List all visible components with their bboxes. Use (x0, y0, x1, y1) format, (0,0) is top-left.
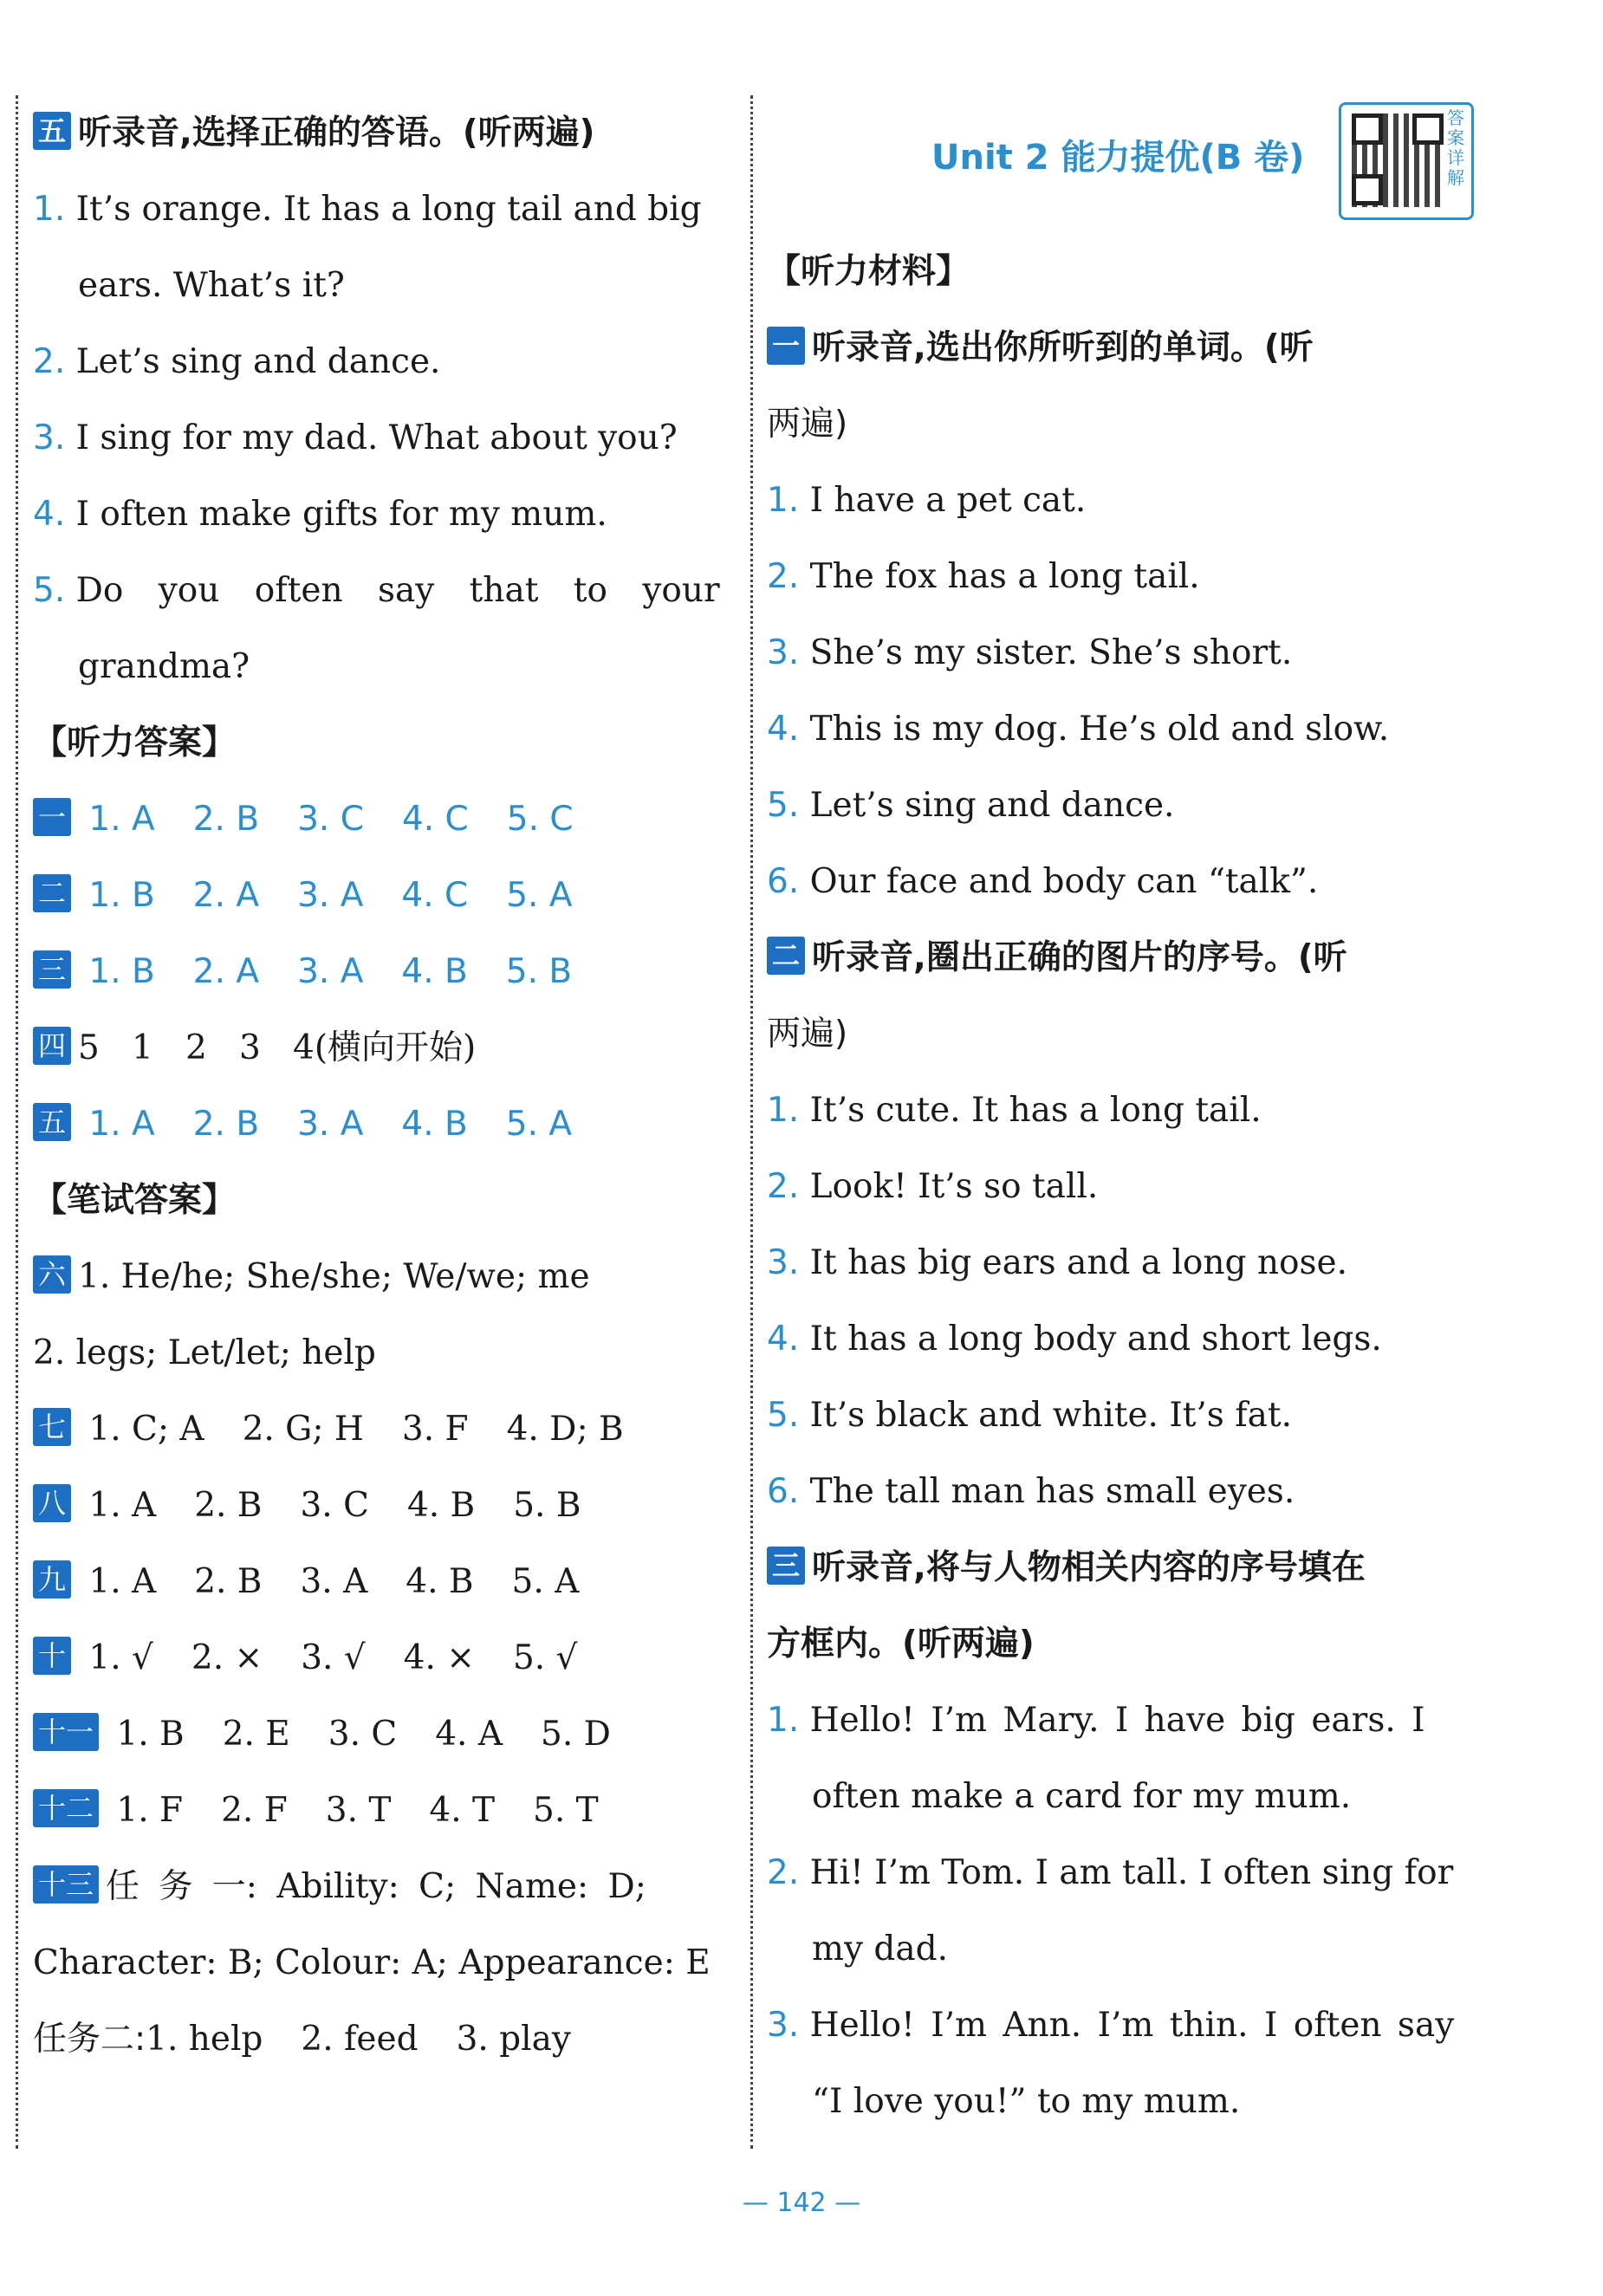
answer-row (33, 1086, 743, 1163)
section-badge: 二 (33, 874, 71, 912)
item-number: 5. (33, 571, 66, 610)
qr-label: 答案详解 (1447, 107, 1464, 188)
section-badge: 一 (33, 798, 71, 836)
list-item (767, 1149, 1477, 1225)
list-item (767, 1454, 1477, 1530)
section-title: 听录音,将与人物相关内容的序号填在 (812, 1548, 1366, 1587)
item-number: 4. (767, 710, 800, 749)
answer: 4. × (403, 1638, 475, 1677)
written-answers-heading: 【笔试答案】 (33, 1181, 237, 1220)
answer-row (33, 782, 743, 858)
item-number: 3. (33, 418, 66, 457)
answer-row (33, 1010, 743, 1086)
list-item (767, 1225, 1477, 1301)
answer-row (33, 1925, 743, 2001)
item-number: 5. (767, 786, 800, 825)
answer: 3. play (456, 2020, 571, 2059)
answer: 5. A (511, 1562, 580, 1601)
answer: 5. B (505, 952, 573, 991)
answer-row (33, 1391, 743, 1468)
section-badge: 五 (33, 112, 71, 150)
item-text: Hello! I’m Ann. I’m thin. I often say (809, 2006, 1455, 2045)
answer-row (33, 1773, 743, 1849)
item-text: my dad. (812, 1930, 948, 1968)
answer-row (33, 858, 743, 934)
answer-row (33, 1239, 743, 1315)
answer-row (33, 1849, 743, 1925)
answer: 4. B (406, 1486, 476, 1525)
answer: 3. A (300, 1562, 368, 1601)
task-label: 任务二: (33, 2020, 146, 2059)
qr-code-icon[interactable] (1339, 102, 1474, 220)
item-text: It has big ears and a long nose. (809, 1243, 1347, 1282)
answer: 4. C (401, 800, 469, 839)
list-item (767, 1911, 1477, 1988)
list-item (33, 477, 743, 553)
section-title-continued: 两遍) (767, 405, 848, 444)
answer-row (33, 1315, 743, 1391)
answer: 任 务 一: Ability: C; Name: D; (106, 1867, 646, 1906)
answer: 5. √ (512, 1638, 578, 1677)
section-3-heading (767, 1530, 1477, 1606)
answer: 1. help (146, 2020, 263, 2059)
answer: 2. E (222, 1715, 290, 1754)
answer: 1. F (116, 1791, 184, 1830)
answer: 1. A (88, 800, 155, 839)
section-1-heading (767, 310, 1477, 386)
item-text: ears. What’s it? (78, 266, 345, 305)
list-item (33, 172, 743, 248)
answer: 2. × (191, 1638, 263, 1677)
item-number: 4. (767, 1320, 800, 1359)
answer: 5 1 2 3 4(横向开始) (78, 1028, 477, 1067)
section-badge: 九 (33, 1560, 71, 1599)
item-text: Let’s sing and dance. (809, 786, 1175, 825)
item-number: 6. (767, 862, 800, 901)
item-text: I often make gifts for my mum. (75, 495, 607, 534)
qr-corner (1352, 114, 1383, 145)
answer: 3. √ (301, 1638, 366, 1677)
list-item (767, 2064, 1477, 2140)
answer: 3. C (300, 1486, 369, 1525)
item-text: This is my dog. He’s old and slow. (809, 710, 1390, 749)
answer-row (33, 2001, 743, 2078)
section-badge: 六 (33, 1255, 71, 1294)
answer: 2. B (194, 1486, 263, 1525)
section-badge: 四 (33, 1027, 71, 1065)
item-text: She’s my sister. She’s short. (809, 633, 1293, 672)
listening-answers-heading: 【听力答案】 (33, 723, 237, 762)
section-badge: 一 (767, 327, 805, 365)
answer: 4. B (401, 952, 468, 991)
answer: 3. F (401, 1410, 469, 1449)
item-number: 3. (767, 2006, 800, 2045)
answer: 5. B (513, 1486, 581, 1525)
answer: 1. √ (88, 1638, 153, 1677)
answer: 4. B (401, 1105, 468, 1144)
item-number: 1. (767, 1091, 800, 1130)
answer: 3. T (325, 1791, 392, 1830)
list-item (767, 1988, 1477, 2064)
answer: 5. C (506, 800, 574, 839)
item-number: 6. (767, 1472, 800, 1511)
item-text: Hi! I’m Tom. I am tall. I often sing for (809, 1853, 1454, 1892)
item-number: 2. (33, 342, 66, 381)
list-item (767, 1301, 1477, 1378)
answer-row (33, 934, 743, 1010)
section-title-continued: 方框内。(听两遍) (767, 1625, 1035, 1664)
answer: 3. C (328, 1715, 398, 1754)
answer-row (33, 1544, 743, 1620)
item-number: 2. (767, 557, 800, 596)
item-number: 2. (767, 1167, 800, 1206)
item-text: Our face and body can “talk”. (809, 862, 1319, 901)
answer: 1. He/he; She/she; We/we; me (78, 1257, 590, 1296)
answer: 3. A (297, 952, 364, 991)
answer: 5. T (533, 1791, 599, 1830)
section-badge: 二 (767, 937, 805, 975)
section-title: 听录音,圈出正确的图片的序号。(听 (812, 938, 1347, 977)
answer: 1. A (88, 1562, 157, 1601)
list-item (33, 553, 743, 629)
qr-corner (1352, 174, 1383, 205)
answer: 4. C (401, 876, 469, 915)
answer: 1. A (88, 1105, 155, 1144)
answer: 2. feed (301, 2020, 419, 2059)
list-item (33, 400, 743, 477)
answer: 5. A (506, 876, 573, 915)
list-item (767, 539, 1477, 615)
item-text: “I love you!” to my mum. (812, 2082, 1241, 2121)
list-item (767, 615, 1477, 691)
list-item (33, 248, 743, 324)
item-text: It’s cute. It has a long tail. (809, 1091, 1262, 1130)
section-2-heading (767, 920, 1477, 996)
item-number: 1. (767, 1701, 800, 1740)
section-badge: 十三 (33, 1865, 99, 1904)
list-item (767, 1683, 1477, 1759)
item-text: I have a pet cat. (809, 481, 1087, 520)
answer: 4. D; B (506, 1410, 624, 1449)
answer: 3. C (297, 800, 364, 839)
answer-row (33, 1468, 743, 1544)
page-number: — 142 — (742, 2188, 861, 2218)
section-badge: 三 (33, 950, 71, 989)
list-item (767, 844, 1477, 920)
answer: 2. A (192, 876, 260, 915)
item-number: 3. (767, 1243, 800, 1282)
list-item (767, 1835, 1477, 1911)
answer: 3. A (297, 1105, 364, 1144)
item-text: Let’s sing and dance. (75, 342, 441, 381)
column-divider (750, 95, 753, 2149)
answer: 2. B (194, 1562, 263, 1601)
list-item (33, 629, 743, 705)
item-text: grandma? (78, 647, 250, 686)
section-title: 听录音,选择正确的答语。(听两遍) (78, 114, 595, 152)
section-title: 听录音,选出你所听到的单词。(听 (812, 328, 1314, 367)
answer: 2. F (221, 1791, 288, 1830)
list-item (33, 324, 743, 400)
item-text: The fox has a long tail. (809, 557, 1200, 596)
page-number-value: 142 (776, 2188, 827, 2218)
list-item (767, 1073, 1477, 1149)
section-badge: 五 (33, 1103, 71, 1141)
section-badge: 十一 (33, 1713, 99, 1751)
item-text: The tall man has small eyes. (809, 1472, 1295, 1511)
item-text: It’s orange. It has a long tail and big (75, 190, 702, 229)
left-column (33, 95, 743, 2078)
answer: 1. B (116, 1715, 185, 1754)
item-text: It’s black and white. It’s fat. (809, 1396, 1292, 1435)
listening-material-heading: 【听力材料】 (767, 252, 970, 291)
answer: 1. C; A (88, 1410, 204, 1449)
answer: Character: B; Colour: A; Appearance: E (33, 1943, 711, 1982)
section-title-continued: 两遍) (767, 1015, 848, 1054)
item-text: Do you often say that to your (75, 571, 720, 610)
list-item (767, 768, 1477, 844)
answer: 5. D (541, 1715, 611, 1754)
answer: 2. B (192, 800, 260, 839)
answer: 4. B (406, 1562, 474, 1601)
item-number: 3. (767, 633, 800, 672)
list-item (767, 1378, 1477, 1454)
answer: 4. A (435, 1715, 503, 1754)
answer: 5. A (505, 1105, 573, 1144)
item-text: Hello! I’m Mary. I have big ears. I (809, 1701, 1425, 1740)
section-badge: 十 (33, 1637, 71, 1675)
item-number: 1. (767, 481, 800, 520)
list-item (767, 1759, 1477, 1835)
item-number: 5. (767, 1396, 800, 1435)
answer: 2. B (192, 1105, 260, 1144)
item-text: It has a long body and short legs. (809, 1320, 1382, 1359)
qr-corner (1412, 114, 1444, 145)
answer: 2. legs; Let/let; help (33, 1333, 376, 1372)
answer: 2. A (192, 952, 260, 991)
answer-row (33, 1620, 743, 1696)
right-column (767, 234, 1477, 2140)
section-badge: 七 (33, 1408, 71, 1446)
left-margin-dotted-line (16, 95, 18, 2149)
item-number: 1. (33, 190, 66, 229)
answer: 3. A (297, 876, 364, 915)
section-badge: 八 (33, 1484, 71, 1522)
item-number: 2. (767, 1853, 800, 1892)
item-text: often make a card for my mum. (812, 1777, 1352, 1816)
answer: 4. T (429, 1791, 496, 1830)
answer: 1. B (88, 876, 155, 915)
unit-title: Unit 2 能力提优(B 卷) (931, 138, 1305, 178)
section-5-heading (33, 95, 743, 172)
answer: 2. G; H (242, 1410, 364, 1449)
item-text: I sing for my dad. What about you? (75, 418, 678, 457)
answer: 1. B (88, 952, 155, 991)
list-item (767, 463, 1477, 539)
item-text: Look! It’s so tall. (809, 1167, 1099, 1206)
item-number: 4. (33, 495, 66, 534)
section-badge: 十二 (33, 1789, 99, 1827)
answer-row (33, 1696, 743, 1773)
list-item (767, 691, 1477, 768)
answer: 1. A (88, 1486, 157, 1525)
section-badge: 三 (767, 1547, 805, 1585)
